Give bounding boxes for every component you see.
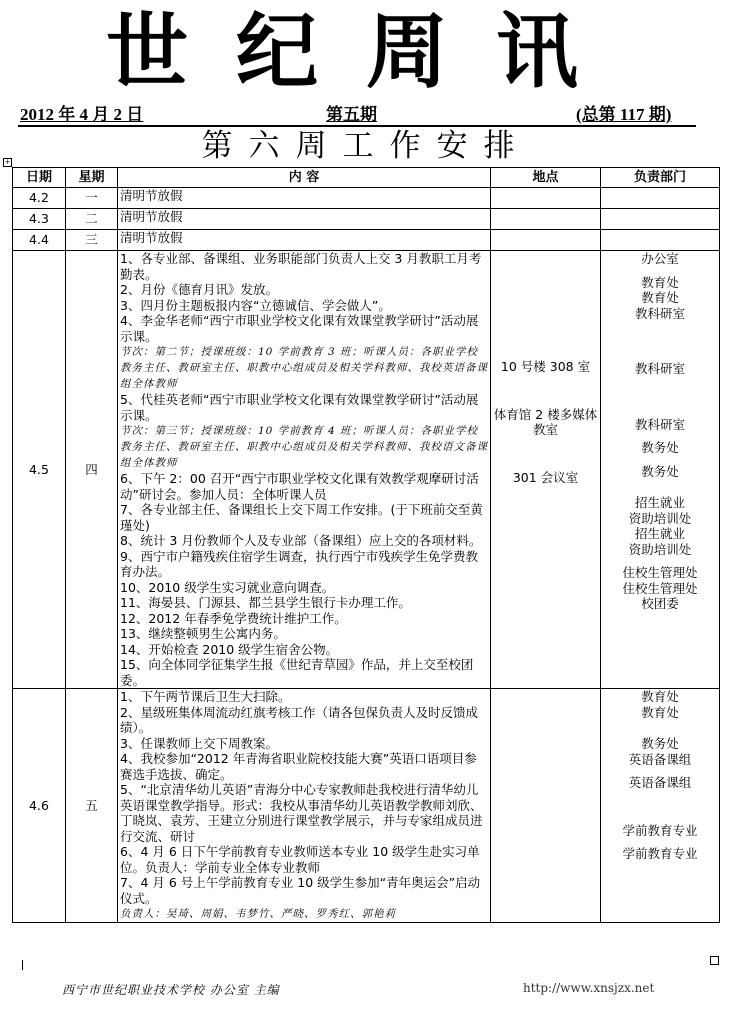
dept-line xyxy=(603,401,717,409)
dept-cell xyxy=(601,251,720,689)
dept-line: 校团委 xyxy=(641,596,679,611)
content-note: 负责人：吴琦、周娟、韦梦竹、严晓、罗秀红、郭艳莉 xyxy=(120,908,396,920)
dept-line: 教科研室 xyxy=(634,361,685,376)
dept-line xyxy=(603,799,717,807)
place-line xyxy=(493,375,598,383)
dept-line xyxy=(603,456,717,464)
page-corner-mark xyxy=(12,960,23,970)
dept-line xyxy=(603,353,717,361)
content-item: 11、海晏县、门源县、都兰县学生银行卡办理工作。 xyxy=(120,595,411,610)
content-item: 10、2010 级学生实习就业意向调查。 xyxy=(120,579,335,595)
dept-line xyxy=(603,393,717,401)
dept-line: 教务处 xyxy=(641,736,679,751)
content-item: 2、月份《德育月讯》发放。 xyxy=(120,282,278,297)
content-item: 6、下午 2：00 召开“西宁市职业学校文化课有效教学观摩研讨活动”研讨会。参加人员：全体听课人员 xyxy=(120,471,479,502)
place-line xyxy=(493,327,598,335)
dept-line xyxy=(603,409,717,417)
dept-line xyxy=(603,487,717,495)
dept-line: 招生就业 xyxy=(634,526,685,541)
header-weekday: 星期 xyxy=(66,168,118,188)
place-line xyxy=(493,438,598,446)
dept-line xyxy=(603,791,717,799)
dept-line: 教育处 xyxy=(641,274,679,290)
dept-line: 资助培训处 xyxy=(628,541,692,557)
content-item: 7、4 月 6 号上午学前教育专业 10 级学生参加“青年奥运会”启动仪式。 xyxy=(120,875,481,906)
content-cell xyxy=(118,689,491,923)
dept-cell xyxy=(601,209,720,230)
content-item: 3、任课教师上交下周教案。 xyxy=(120,735,278,751)
dept-line xyxy=(603,767,717,775)
dept-line xyxy=(603,345,717,353)
content-item: 1、下午两节课后卫生大扫除。 xyxy=(120,689,291,704)
dept-line: 教科研室 xyxy=(634,416,685,432)
content-cell xyxy=(118,230,491,251)
weekday-cell: 四 xyxy=(66,251,118,689)
place-line xyxy=(493,446,598,454)
content-item: 清明节放假 xyxy=(120,209,183,224)
content-item: 9、西宁市户籍残疾住宿学生调查，执行西宁市残疾学生免学费教育办法。 xyxy=(120,548,478,579)
dept-line xyxy=(603,267,717,275)
schedule-table xyxy=(12,167,720,923)
place-cell xyxy=(491,689,601,923)
dept-line: 办公室 xyxy=(641,251,679,266)
place-line xyxy=(493,391,598,399)
header-date: 日期 xyxy=(13,168,66,188)
dept-line: 英语备课组 xyxy=(628,751,692,767)
table-header-row xyxy=(13,168,720,188)
date-cell: 4.6 xyxy=(13,689,66,923)
dept-line: 教育处 xyxy=(641,689,679,704)
dept-cell xyxy=(601,230,720,251)
place-line: 301 会议室 xyxy=(512,469,579,485)
place-line: 10 号楼 308 室 xyxy=(500,359,591,374)
content-item: 清明节放假 xyxy=(120,188,183,203)
dept-line: 教育处 xyxy=(641,290,679,305)
content-item: 1、各专业部、备课组、业务职能部门负责人上交 3 月教职工月考勤表。 xyxy=(120,251,482,282)
schedule-title: 第六周工作安排 xyxy=(201,128,531,164)
table-row xyxy=(13,188,720,209)
place-cell xyxy=(491,188,601,209)
place-line xyxy=(493,383,598,391)
footer-url[interactable]: http://www.xnsjzx.net xyxy=(523,981,655,995)
masthead-title: 世纪周讯 xyxy=(105,4,626,100)
header-dept: 负责部门 xyxy=(601,168,720,188)
content-item: 7、各专业部主任、备课组长上交下周工作安排。(于下班前交至黄瑾处) xyxy=(120,502,483,533)
content-item: 14、开始检查 2010 级学生宿舍公物。 xyxy=(120,641,339,657)
weekday-cell: 一 xyxy=(66,188,118,209)
place-line: 体育馆 2 楼多媒体教室 xyxy=(493,406,598,437)
place-line xyxy=(493,689,598,697)
dept-line: 学前教育专业 xyxy=(622,822,698,838)
dept-line xyxy=(603,479,717,487)
header-content: 内 容 xyxy=(118,168,491,188)
content-cell xyxy=(118,209,491,230)
dept-line xyxy=(603,838,717,846)
content-item: 2、星级班集体周流动红旗考核工作（请各包保负责人及时反馈成绩）。 xyxy=(120,704,478,735)
content-note: 节次：第三节；授课班级：10 学前教育 4 班；听课人员：各职业学校教务主任、教研室主任、职教中心组成员及相关学科教师、我校语文备课组全体教师 xyxy=(120,425,488,469)
dept-line xyxy=(603,720,717,728)
dept-line: 资助培训处 xyxy=(628,510,692,526)
dept-line: 住校生管理处 xyxy=(622,565,698,580)
place-line xyxy=(493,351,598,359)
dept-cell xyxy=(601,689,720,923)
table-row xyxy=(13,209,720,230)
header-rule xyxy=(18,125,696,127)
issue-total: (总第 117 期) xyxy=(576,105,672,124)
date-cell: 4.5 xyxy=(13,251,66,689)
date-cell: 4.3 xyxy=(13,209,66,230)
content-note: 节次：第二节；授课班级：10 学前教育 3 班；听课人员：各职业学校教务主任、教研室主任、职教中心组成员及相关学科教师、我校英语备课组全体教师 xyxy=(120,346,488,390)
content-item: 4、李金华老师“西宁市职业学校文化课有效课堂教学研讨”活动展示课。 xyxy=(120,313,479,344)
issue-number: 第五期 xyxy=(326,105,377,124)
content-item: 13、继续整顿男生公寓内务。 xyxy=(120,626,286,641)
place-cell xyxy=(491,230,601,251)
place-line xyxy=(493,399,598,407)
content-cell xyxy=(118,188,491,209)
table-row xyxy=(13,251,720,689)
dept-line xyxy=(603,337,717,345)
dept-line: 学前教育专业 xyxy=(622,846,698,861)
dept-line xyxy=(603,377,717,385)
dept-line: 教科研室 xyxy=(634,305,685,321)
content-item: 8、统计 3 月份教师个人及专业部（备课组）应上交的各项材料。 xyxy=(120,533,482,548)
dept-line: 教务处 xyxy=(641,440,679,455)
place-cell xyxy=(491,251,601,689)
content-item: 6、4 月 6 日下午学前教育专业教师送本专业 10 级学生赴实习单位。负责人：学前专业全体专业教师 xyxy=(120,844,480,875)
dept-line xyxy=(603,815,717,823)
footer-editor: 西宁市世纪职业技术学校 办公室 主编 xyxy=(62,983,280,997)
content-item: 3、四月份主题板报内容“立德诚信、学会做人”。 xyxy=(120,297,391,313)
content-item: 清明节放假 xyxy=(120,230,183,245)
dept-line xyxy=(603,432,717,440)
place-line xyxy=(493,454,598,462)
dept-line xyxy=(603,329,717,337)
content-item: 12、2012 年春季免学费统计维护工作。 xyxy=(120,610,347,626)
dept-line: 招生就业 xyxy=(634,495,685,510)
issue-date: 2012 年 4 月 2 日 xyxy=(20,105,144,124)
dept-line xyxy=(603,557,717,565)
content-item: 4、我校参加“2012 年青海省职业院校技能大赛”英语口语项目参赛选手选拔、确定。 xyxy=(120,751,477,782)
weekday-cell: 五 xyxy=(66,689,118,923)
table-move-handle-icon[interactable]: + xyxy=(4,158,11,166)
content-item: 5、代桂英老师“西宁市职业学校文化课有效课堂教学研讨”活动展示课。 xyxy=(120,392,479,423)
dept-line: 教育处 xyxy=(641,704,679,720)
place-cell xyxy=(491,209,601,230)
content-item: 5、“北京清华幼儿英语”青海分中心专家教师赴我校进行清华幼儿英语课堂教学指导。形式：我校从事清华幼儿英语教学教师刘欣、丁晓岚、袁芳、王建立分别进行课堂教学展示，并与专家组成员进行交流、研讨 xyxy=(120,782,483,844)
place-line xyxy=(493,343,598,351)
place-line xyxy=(493,319,598,327)
place-line xyxy=(493,462,598,470)
table-row xyxy=(13,689,720,923)
dept-line xyxy=(603,807,717,815)
dept-line xyxy=(603,321,717,329)
dept-line xyxy=(603,728,717,736)
table-resize-handle-icon[interactable] xyxy=(710,956,719,965)
dept-line: 教务处 xyxy=(641,463,679,479)
place-line xyxy=(493,311,598,319)
weekday-cell: 二 xyxy=(66,209,118,230)
dept-line xyxy=(603,385,717,393)
dept-line: 英语备课组 xyxy=(628,775,692,790)
weekday-cell: 三 xyxy=(66,230,118,251)
content-cell xyxy=(118,251,491,689)
date-cell: 4.4 xyxy=(13,230,66,251)
dept-line: 住校生管理处 xyxy=(622,580,698,596)
date-cell: 4.2 xyxy=(13,188,66,209)
dept-cell xyxy=(601,188,720,209)
place-line xyxy=(493,335,598,343)
header-place: 地点 xyxy=(491,168,601,188)
content-item: 15、向全体同学征集学生报《世纪青草园》作品，并上交至校团委。 xyxy=(120,657,474,688)
table-row xyxy=(13,230,720,251)
